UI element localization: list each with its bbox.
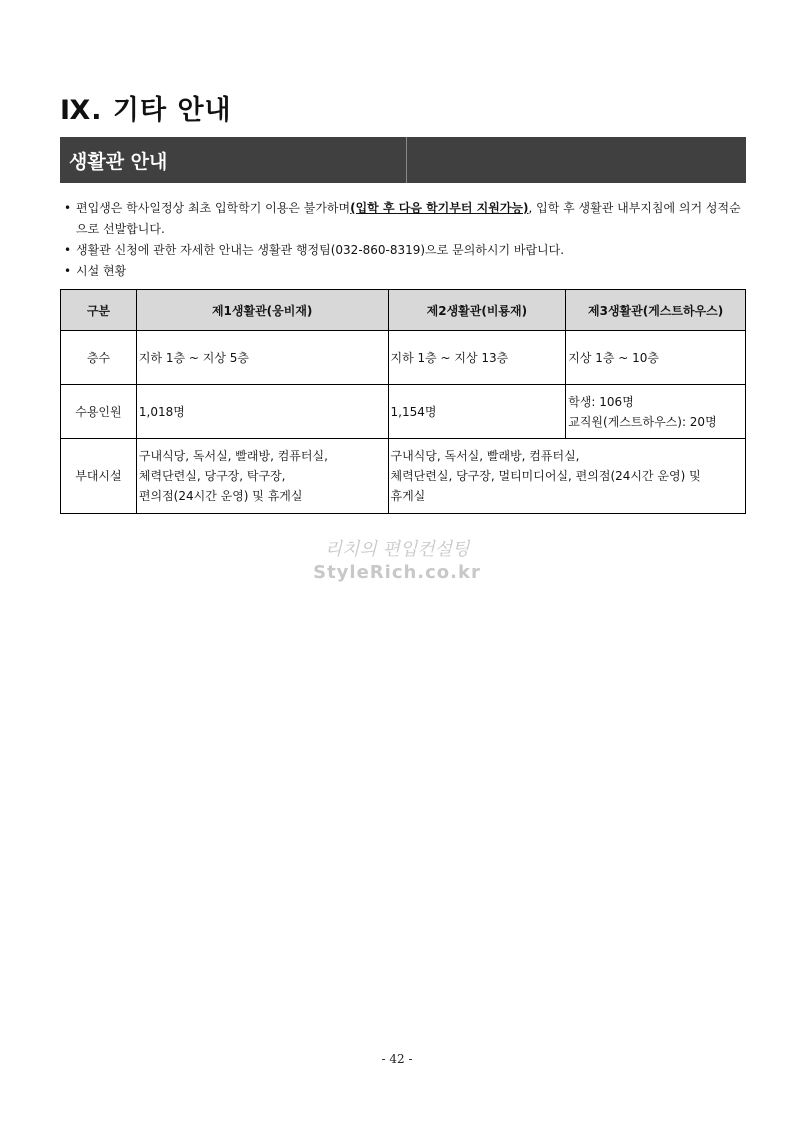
section-title: 생활관 안내	[69, 151, 168, 173]
cell-line: 교직원(게스트하우스): 20명	[568, 414, 717, 429]
table-cell: 지하 1층 ~ 지상 5층	[136, 331, 388, 385]
table-cell: 1,018명	[136, 385, 388, 439]
notice-text: 편입생은 학사일정상 최초 입학학기 이용은 불가하며	[76, 201, 351, 215]
table-cell	[136, 439, 388, 514]
notice-text: 시설 현황	[76, 264, 127, 278]
row-label: 부대시설	[61, 439, 137, 514]
cell-line: 체력단련실, 당구장, 탁구장,	[138, 469, 286, 483]
table-cell: 지상 1층 ~ 10층	[566, 331, 746, 385]
table-row-amenities	[61, 439, 746, 514]
banner-title-cell	[60, 137, 407, 183]
table-cell-merged	[388, 439, 746, 514]
row-label: 층수	[61, 331, 137, 385]
table-row-capacity	[61, 385, 746, 439]
cell-line: 학생: 106명	[568, 394, 634, 409]
notice-text: , 입학 후 생활관 내부지침에 의거 성적순으로 선발합니다.	[76, 201, 741, 236]
watermark-url: StyleRich.co.kr	[313, 562, 481, 583]
header-dorm-3: 제3생활관(게스트하우스)	[566, 290, 746, 331]
table-header-row	[61, 290, 746, 331]
notice-item	[62, 198, 746, 240]
notice-list	[62, 198, 746, 282]
bullet-marker: •	[64, 201, 72, 215]
cell-line: 휴게실	[390, 489, 426, 503]
facility-table	[60, 289, 746, 514]
notice-emphasis: (입학 후 다음 학기부터 지원가능)	[350, 201, 529, 215]
table-cell: 지하 1층 ~ 지상 13층	[388, 331, 566, 385]
table-cell	[566, 385, 746, 439]
row-label: 수용인원	[61, 385, 137, 439]
notice-text: 생활관 신청에 관한 자세한 안내는 생활관 행정팀(032-860-8319)으로 문의하시기 바랍니다.	[76, 243, 565, 257]
cell-line: 구내식당, 독서실, 빨래방, 컴퓨터실,	[390, 449, 580, 463]
header-dorm-2: 제2생활관(비룡재)	[388, 290, 566, 331]
cell-line: 편의점(24시간 운영) 및 휴게실	[138, 489, 303, 503]
header-category: 구분	[61, 290, 137, 331]
section-banner	[60, 137, 746, 183]
table-row-floors	[61, 331, 746, 385]
header-dorm-1: 제1생활관(웅비재)	[136, 290, 388, 331]
page-number: - 42 -	[381, 1052, 413, 1066]
cell-line: 구내식당, 독서실, 빨래방, 컴퓨터실,	[138, 449, 328, 463]
watermark-korean: 리치의 편입컨설팅	[324, 539, 470, 560]
notice-item	[62, 261, 746, 282]
bullet-marker: •	[64, 264, 72, 278]
chapter-title: Ⅸ. 기타 안내	[60, 95, 232, 126]
table-cell: 1,154명	[388, 385, 566, 439]
cell-line: 체력단련실, 당구장, 멀티미디어실, 편의점(24시간 운영) 및	[390, 469, 701, 483]
notice-item	[62, 240, 746, 261]
bullet-marker: •	[64, 243, 72, 257]
